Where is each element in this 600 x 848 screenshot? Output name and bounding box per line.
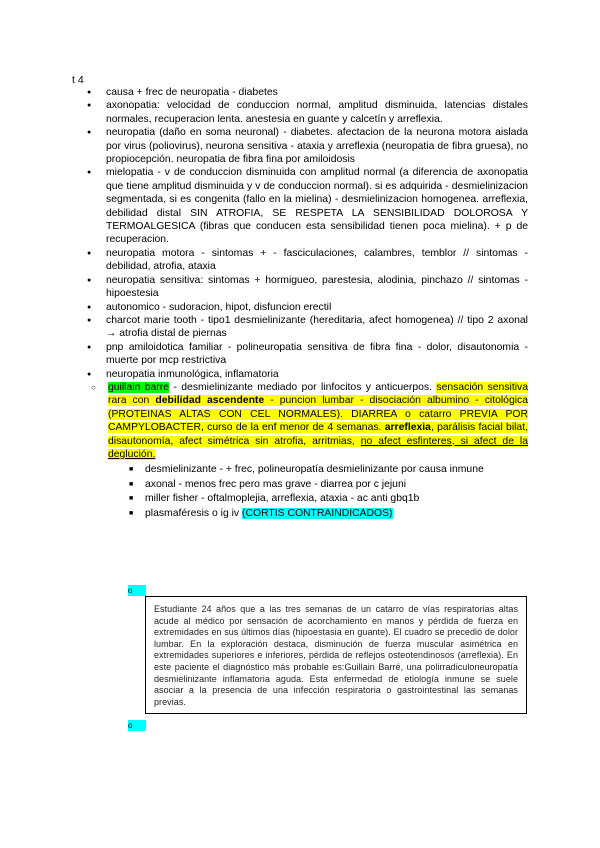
treatment-text: plasmaféresis o ig iv	[145, 507, 243, 519]
gb-name: guillain barre	[108, 381, 170, 393]
gb-text-2: sensación sensitiva rara con	[108, 381, 529, 407]
list-item: ● neuropatia motora - sintomas + - fasciculaciones, calambres, temblor // sintomas - debilidad, atrofia, ataxia	[72, 247, 528, 274]
gb-subtypes	[108, 463, 528, 520]
page-header: t 4	[72, 74, 84, 86]
gb-highlight-block	[108, 382, 528, 460]
list-item-text: neuropatia inmunológica, inflamatoria	[106, 368, 279, 380]
list-item: ■ desmielinizante - + frec, polineuropatía desmielinizante por causa inmune	[108, 463, 528, 476]
gb-text-3: debilidad ascendente	[155, 395, 265, 407]
sub-list	[106, 381, 528, 520]
treatment-warning: (CORTIS CONTRAINDICADOS)	[242, 507, 393, 519]
list-item: ● pnp amiloidotica familiar - polineuropatia sensitiva de fibra fina - dolor, disautonomia - muerte por mcp restrictiva	[72, 341, 528, 368]
gb-text-6: , parálisis facial bilat, disautonomía, afect simétrica sin atrofia, arritmias,	[108, 422, 528, 447]
empty-bullet	[128, 585, 146, 596]
list-item: ● causa + frec de neuropatia - diabetes	[72, 86, 528, 99]
list-item: ■ axonal - menos frec pero mas grave - diarrea por c jejuni	[108, 478, 528, 491]
bullet-glyph: o	[128, 720, 146, 731]
gb-text-7: no afect esfinteres, si afect de la deglución.	[108, 435, 528, 460]
list-item: ● mielopatia - v de conduccion disminuida con amplitud normal (a diferencia de axonopatia que tiene amplitud disminuida y v de conduccion normal). si es adquirida - desmielinizacion segmentada, si es congenita (fallo en la mielina) - desmielinizacion homogenea. arreflexia, debilidad distal SIN ATROFIA, SE RESPETA LA SENSIBILIDAD DOLOROSA Y TERMOALGESICA (fibras que conducen esta sensibilidad tienen poca mielina). + p de recuperacion.	[72, 166, 528, 246]
guillain-barre-item	[71, 381, 528, 520]
clinical-case-box: Estudiante 24 años que a las tres semanas de un catarro de vías respiratorias altas acude al médico por sensación de acorchamiento en manos y pérdida de fuerza en extremidades en sus últimos días (hipoestasia en guante). El cuadro se precedió de dolor lumbar. En la exploración destaca, disminución de fuerza muscular asimétrica en extremidades superiores e inferiores, pérdida de reflejos osteotendinosos (arreflexia). En este paciente el diagnóstico más probable es:Guillain Barré, una polirradiculoneuropatía desmielinizante inflamatoria aguda. Esta enfermedad de etiología inmune se suele asociar a la presencia de una infección respiratoria o gastrointestinal las semanas previas.	[145, 596, 527, 714]
empty-bullet	[128, 720, 146, 731]
list-item	[108, 507, 528, 520]
list-item: ● neuropatia sensitiva: sintomas + hormigueo, parestesia, alodinia, pinchazo // sintomas - hipoestesia	[72, 274, 528, 301]
list-item: ● autonomico - sudoracion, hipot, disfuncion erectil	[72, 301, 528, 314]
list-item	[72, 368, 528, 520]
list-item: ● axonopatia: velocidad de conduccion normal, amplitud disminuida, latencias distales normales, recuperacion lenta. anestesia en guante y calcetín y arreflexia.	[72, 99, 528, 126]
gb-text-1: - desmielinizante mediado por linfocitos y anticuerpos.	[169, 381, 432, 393]
list-item: ● charcot marie tooth - tipo1 desmielinizante (hereditaria, afect homogenea) // tipo 2 axonal → atrofia distal de piernas	[72, 314, 528, 341]
gb-text-4: - puncion lumbar - disociación albumino - citológica (PROTEINAS ALTAS CON CEL NORMALES). DIARREA o catarro PREVIA POR CAMPYLOBACTER, curso de la enf menor de 4 semanas.	[108, 395, 529, 434]
bullet-glyph: o	[128, 585, 146, 596]
list-item: ● neuropatia (daño en soma neuronal) - diabetes. afectacion de la neurona motora aislada por virus (poliovirus), neurona sensitiva - ataxia y arreflexia (neuropatia de fibra gruesa), no propiocepción. neuropatia de fibra fina por amiloidosis	[72, 126, 528, 166]
notes-list	[72, 86, 528, 521]
list-item: ■ miller fisher - oftalmoplejia, arreflexia, ataxia - ac anti gbq1b	[108, 492, 528, 505]
gb-text-5: arreflexia	[384, 422, 431, 434]
